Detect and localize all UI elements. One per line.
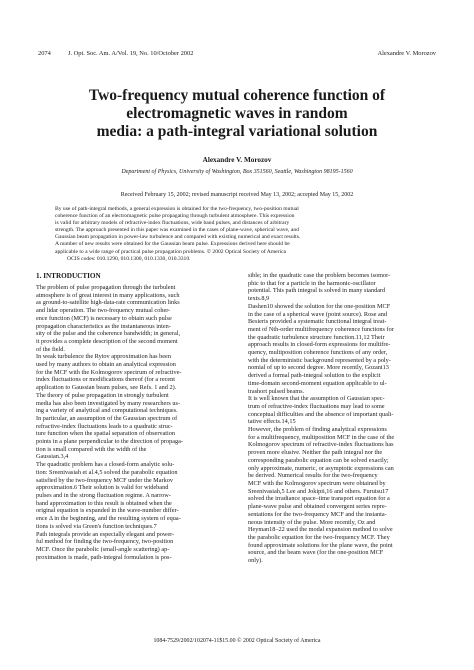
section-heading: 1. INTRODUCTION — [36, 272, 101, 280]
body-text-line: corresponding parabolic equation can be solved exactly; — [248, 456, 389, 464]
body-text-line: found approximate solutions for the plane wave, the point — [248, 541, 393, 549]
title-line: Two-frequency mutual coherence function of — [88, 87, 386, 104]
left-column — [36, 272, 227, 561]
body-text-line: Besieris provided a systematic functional integral treat- — [248, 318, 387, 326]
body-text-line: of the field. — [36, 345, 65, 353]
body-text-line: it provides a complete description of the second moment — [36, 337, 178, 345]
body-text-line: for a multifrequency, multiposition MCF in the case of the — [248, 433, 395, 441]
body-text-line: sentations for the two-frequency MCF and the instanta- — [248, 510, 387, 518]
footer-copyright: 1084-7529/2002/102074-11$15.00 © 2002 Optical Society of America — [153, 638, 321, 644]
body-text-line: potential. This path integral is solved in many standard — [248, 287, 386, 295]
body-text-line: tion: Sreenivasiah et al.4,5 solved the parabolic equation — [36, 468, 178, 476]
abstract-line: Gaussian beam propagation in power-law turbulence and compared with existing numerical and exact results. — [55, 234, 301, 241]
abstract-line: strength. The approach presented in this paper was examined in the cases of plane-wave, spherical wave, and — [55, 227, 299, 234]
right-column — [248, 272, 439, 565]
body-text-line: trum of refractive-index fluctuations may lead to some — [248, 402, 385, 410]
body-text-line: media has also been investigated by many researchers us- — [36, 399, 181, 407]
running-header — [38, 50, 436, 57]
body-text-line: In particular, an assumption of the Gaussian spectrum of — [36, 414, 178, 422]
body-text-line: time-domain second-moment equation applicable to ul- — [248, 379, 387, 387]
paper-title — [40, 87, 434, 141]
body-text-line: proven more elusive. Neither the path integral nor the — [248, 449, 383, 457]
body-text-line: approximation.6 Their solution is valid for wideband — [36, 484, 169, 492]
author-name: Alexandre V. Morozov — [202, 156, 272, 164]
abstract-line: is valid for arbitrary models of refractive-index fluctuations, wide band pulses, and distances of arbitrary — [55, 220, 290, 227]
body-text-line: atmosphere is of great interest in many applications, such — [36, 291, 180, 299]
body-text-line: texts.8,9 — [248, 295, 270, 303]
title-line: media: a path-integral variational solution — [96, 123, 378, 140]
body-text-line: ture function when the spatial separation of observation — [36, 430, 176, 438]
body-text-line: sity of the pulse and the coherence bandwidth; in general, — [36, 330, 181, 338]
body-text-line: tative effects.14,15 — [248, 418, 296, 426]
body-text-line: only approximate, numeric, or asymptotic expressions can — [248, 464, 394, 472]
body-text-line: index fluctuations or modifications thereof (for a recent — [36, 376, 176, 384]
body-text-line: trashort pulsed beams. — [248, 387, 305, 395]
body-text-line: only). — [248, 557, 263, 565]
abstract-line: applicable to a wide range of practical pulse propagation problems. © 2002 Optical Society of America — [55, 248, 287, 255]
body-text-line: original equation is expanded in the wave-number differ- — [36, 507, 179, 515]
body-text-line: tions is solved via Green's function techniques.7 — [36, 522, 157, 530]
body-text-line: nomial of up to second degree. More recently, Gozani13 — [248, 364, 389, 372]
body-text-line: MCF. Once the parabolic (small-angle scattering) ap- — [36, 545, 170, 553]
body-text-line: ence Δ in the beginning, and the resulting system of equa- — [36, 515, 181, 523]
body-text-line: points in a plane perpendicular to the direction of propaga- — [36, 438, 183, 446]
left-column-body — [36, 284, 227, 561]
body-text-line: Kolmogorov spectrum of refractive-index fluctuations has — [248, 441, 394, 449]
body-text-line: The theory of pulse propagation in strongly turbulent — [36, 391, 169, 399]
journal-citation: J. Opt. Soc. Am. A/Vol. 19, No. 10/October 2002 — [68, 50, 194, 57]
body-text-line: solved the irradiance space–time transport equation for a — [248, 495, 390, 503]
body-text-line: Heyman18–22 used the modal expansion method to solve — [248, 526, 393, 534]
body-text-line: quency, multiposition coherence functions of any order, — [248, 349, 388, 357]
body-text-line: proximation is made, path-integral formulation is pos- — [36, 553, 172, 561]
page-number: 2074 — [38, 50, 51, 57]
body-text-line: ence function (MCF) is necessary to obtain such pulse — [36, 314, 172, 322]
body-text-line: tion is small compared with the width of the — [36, 445, 147, 453]
body-text-line: In weak turbulence the Rytov approximation has been — [36, 353, 171, 361]
body-text-line: approach results in closed-form expressions for multifre- — [248, 341, 391, 349]
body-text-line: satisfied by the two-frequency MCF under the Markov — [36, 476, 173, 484]
body-text-line: used by many authors to obtain an analytical expression — [36, 361, 176, 369]
body-text-line: The problem of pulse propagation through the turbulent — [36, 284, 176, 291]
body-text-line: the quadratic turbulence structure function.11,12 Their — [248, 333, 385, 341]
title-line: electromagnetic waves in random — [126, 105, 348, 122]
body-text-line: neous intensity of the pulse. More recently, Oz and — [248, 518, 376, 526]
body-text-line: for the MCF with the Kolmogorov spectrum of refractive- — [36, 368, 182, 376]
body-text-line: application to Gaussian beam pulses, see Refs. 1 and 2). — [36, 384, 177, 392]
body-text-line: in the case of a spherical wave (point source). Rose and — [248, 310, 388, 318]
body-text-line: MCF with the Kolmogorov spectrum were obtained by — [248, 479, 386, 487]
body-text-line: propagation characteristics as the instantaneous inten- — [36, 322, 171, 330]
abstract-line: coherence function of an electromagnetic pulse propagating through turbulent atmosphere. This expression — [55, 213, 295, 220]
ocis-codes: OCIS codes: 010.1290, 010.1300, 010.1330, 010.3310. — [67, 255, 191, 262]
body-text-line: The quadratic problem has a closed-form analytic solu- — [36, 461, 175, 469]
body-text-line: However, the problem of finding analytical expressions — [248, 426, 387, 434]
body-text-line: with the deterministic background represented by a poly- — [248, 356, 391, 364]
body-text-line: Gaussian.3,4 — [36, 453, 69, 461]
body-text-line: conceptual difficulties and the absence of important quali- — [248, 410, 394, 418]
body-text-line: and lidar operation. The two-frequency mutual coher- — [36, 307, 171, 315]
body-text-line: as ground-to-satellite high-data-rate communication links — [36, 299, 180, 307]
body-text-line: ment of Nth-order multifrequency coherence functions for — [248, 325, 394, 333]
abstract — [55, 206, 419, 263]
body-text-line: Path integrals provide an especially elegant and power- — [36, 530, 175, 538]
body-text-line: source, and the beam wave (for the one-position MCF — [248, 549, 384, 557]
body-text-line: ing a variety of analytical and computational techniques. — [36, 407, 178, 415]
body-text-line: phic to that for a particle in the harmonic-oscillator — [248, 279, 376, 287]
body-text-line: band approximation to this result is obtained when the — [36, 499, 172, 507]
body-text-line: Sreenivasiah,5 Lee and Jokipii,16 and others. Furutsu17 — [248, 487, 389, 495]
header-author: Alexandre V. Morozov — [377, 50, 436, 57]
body-text-line: be derived. Numerical results for the two-frequency — [248, 472, 378, 480]
abstract-line: A number of new results were obtained for the Gaussian beam pulse. Expressions derived here should be — [55, 241, 290, 248]
received-dates: Received February 15, 2002; revised manuscript received May 13, 2002; accepted May 15, 2002 — [120, 192, 354, 198]
body-text-line: the parabolic equation for the two-frequency MCF. They — [248, 533, 390, 541]
author-affiliation: Department of Physics, University of Washington, Box 351560, Seattle, Washington 98195-1560 — [121, 169, 353, 175]
abstract-line: By use of path-integral methods, a general expression is obtained for the two-frequency, two-position mutual — [55, 206, 299, 212]
body-text-line: plane-wave pulse and obtained convergent series repre- — [248, 503, 387, 511]
body-text-line: derived a formal path-integral solution to the explicit — [248, 372, 381, 380]
body-text-line: Dashen10 showed the solution for the one-position MCF — [248, 302, 391, 310]
body-text-line: refractive-index fluctuations leads to a quadratic struc- — [36, 422, 173, 430]
body-text-line: ful method for finding the two-frequency, two-position — [36, 538, 174, 546]
body-text-line: sible; in the quadratic case the problem becomes isomor- — [248, 272, 391, 279]
body-text-line: pulses and in the strong fluctuation regime. A narrow- — [36, 491, 171, 499]
right-column-body — [248, 272, 439, 565]
body-text-line: It is well known that the assumption of Gaussian spec- — [248, 395, 385, 403]
